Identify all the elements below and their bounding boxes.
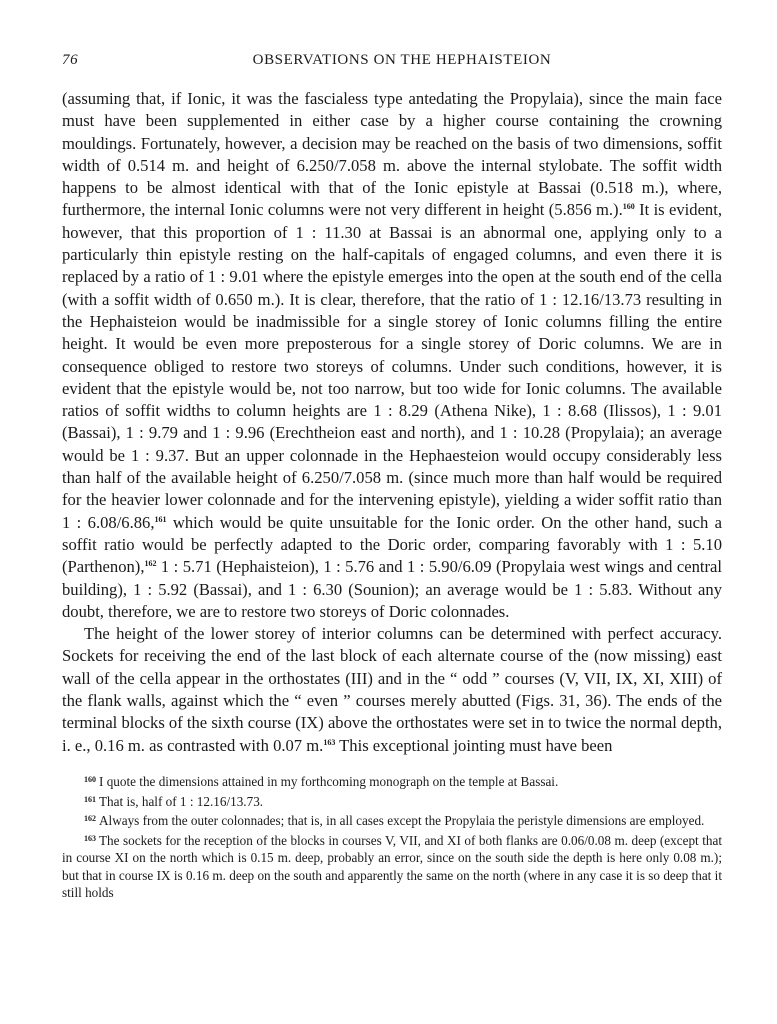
footnote-text: I quote the dimensions attained in my forthcoming monograph on the temple at Bassai.	[99, 773, 559, 789]
paragraph-text: (assuming that, if Ionic, it was the fascialess type antedating the Propylaia), since the main face must have been supplemented in either case by a higher course containing the crowning mouldings. Fortunately, however, a decision may be reached on the basis of two dimensions, soffit width of 0.514 m. and height of 6.250/7.058 m. above the internal stylobate. The soffit width happens to be almost identical with that of the Ionic epistyle at Bassai (0.518 m.), where, furthermore, the internal Ionic columns were not very different in height (5.856 m.).	[62, 89, 722, 220]
footnote-161	[62, 791, 722, 811]
footnotes	[62, 771, 722, 902]
footnote-number: 160	[84, 774, 96, 784]
footnote-ref-161: 161	[154, 514, 167, 524]
footnote-ref-162: 162	[144, 559, 157, 569]
footnote-number: 161	[84, 794, 96, 804]
page-header	[62, 50, 722, 76]
paragraph-text: which would be quite unsuitable for the Ionic order. On the other hand, such a soffit ratio would be perfectly adapted to the Doric order, comparing favorably with 1 : 5.10 (Parthenon),	[62, 512, 722, 577]
footnote-163	[62, 830, 722, 902]
body-text	[62, 88, 722, 757]
footnote-text: The sockets for the reception of the blocks in courses V, VII, and XI of both flanks are 0.06/0.08 m. deep (except that in course XI on the north which is 0.15 m. deep, probably an error, since on the south side the depth is here only 0.08 m.); but that in course IX is 0.16 m. deep on the south and apparently the same on the north (where in any case it is so deep that it still holds	[62, 832, 722, 901]
footnote-ref-160: 160	[622, 202, 635, 212]
footnote-text: That is, half of 1 : 12.16/13.73.	[99, 793, 264, 809]
paragraph-text: It is evident, however, that this proportion of 1 : 11.30 at Bassai is an abnormal one, applying only to a particularly thin epistyle resting on the half-capitals of engaged columns, and even there it is replaced by a ratio of 1 : 9.01 where the epistyle emerges into the open at the south end of the cella (with a soffit width of 0.650 m.). It is clear, therefore, that the ratio of 1 : 12.16/13.73 resulting in the Hephaisteion would be inadmissible for a single storey of Ionic columns filling the entire height. It would be even more preposterous for a single storey of Doric columns. We are in consequence obliged to restore two storeys of columns. Under such conditions, however, it is evident that the epistyle would be, not too narrow, but too wide for Ionic columns. The available ratios of soffit widths to column heights are 1 : 8.29 (Athena Nike), 1 : 8.68 (Ilissos), 1 : 9.01 (Bassai), 1 : 9.79 and 1 : 9.96 (Erechtheion east and north), and 1 : 10.28 (Propylaia); an average would be 1 : 9.37. But an upper colonnade in the Hephaesteion would occupy considerably less than half of the available height of 6.250/7.058 m. (since much more than half would be required for the heavier lower colonnade and for the intervening epistyle), yielding a wider soffit ratio than 1 : 6.08/6.86,	[62, 200, 722, 532]
paragraph-text: 1 : 5.71 (Hephaisteion), 1 : 5.76 and 1 : 5.90/6.09 (Propylaia west wings and central building), 1 : 5.92 (Bassai), and 1 : 6.30 (Sounion); an average would be 1 : 5.83. Without any doubt, therefore, we are to restore two storeys of Doric colonnades.	[62, 557, 722, 621]
running-head: OBSERVATIONS ON THE HEPHAISTEION	[252, 52, 552, 68]
paragraph-2	[62, 623, 722, 757]
footnote-number: 162	[84, 814, 96, 824]
footnote-ref-163: 163	[323, 737, 336, 747]
footnote-160	[62, 771, 722, 791]
page-number: 76	[62, 52, 79, 68]
footnote-162	[62, 810, 722, 830]
paragraph-text: The height of the lower storey of interior columns can be determined with perfect accuracy. Sockets for receiving the end of the last block of each alternate course of the (now missing) east wall of the cella appear in the orthostates (III) and in the “ odd ” courses (V, VII, IX, XI, XIII) of the flank walls, against which the “ even ” courses merely abutted (Figs. 31, 36). The ends of the terminal blocks of the sixth course (IX) above the orthostates were set in to twice the normal depth, i. e., 0.16 m. as contrasted with 0.07 m.	[62, 624, 722, 755]
footnote-number: 163	[84, 833, 96, 843]
paragraph-text: This exceptional jointing must have been	[335, 735, 613, 755]
footnote-text: Always from the outer colonnades; that is, in all cases except the Propylaia the peristyle dimensions are employed.	[99, 813, 705, 829]
page	[62, 50, 722, 902]
paragraph-1	[62, 88, 722, 623]
